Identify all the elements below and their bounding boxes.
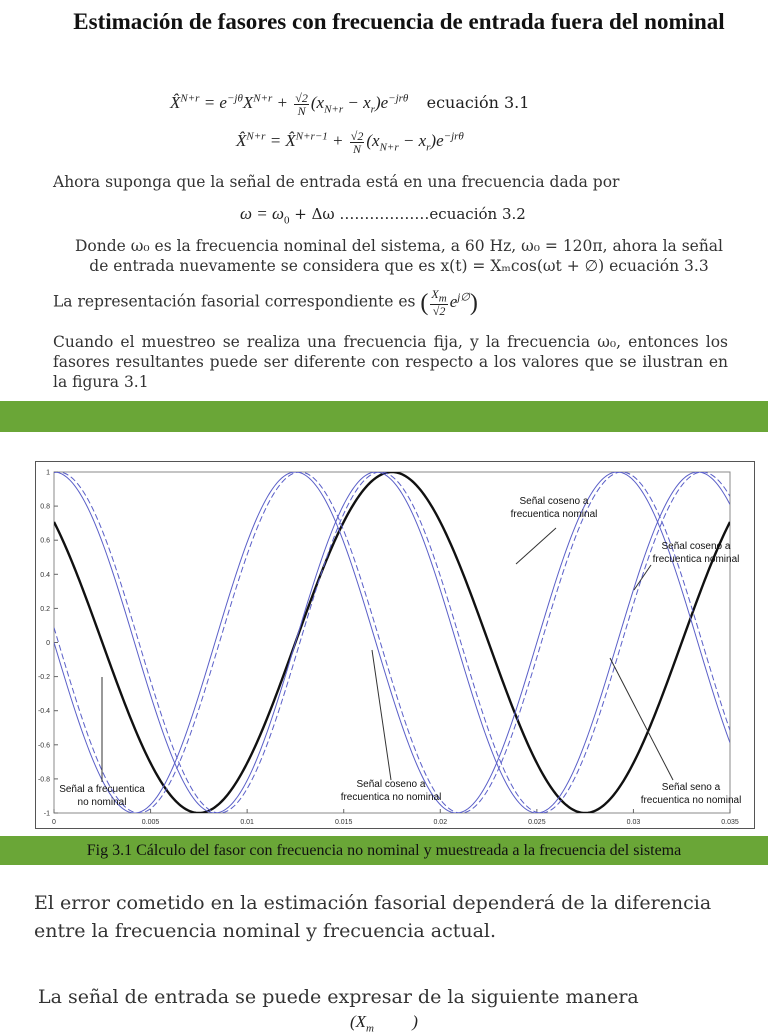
label-cos-non-nominal-a: Señal coseno a (356, 779, 426, 790)
y-tick-label: 1 (46, 469, 50, 477)
section-divider-band (0, 401, 768, 432)
paragraph-nominal-frequency (40, 236, 758, 276)
plot-axes (38, 470, 739, 827)
x-tick-label: 0.015 (334, 819, 353, 826)
equation-3-1-tag: ecuación 3.1 (426, 93, 530, 113)
figure-3-1 (35, 461, 755, 829)
paragraph-input-signal: La señal de entrada se puede expresar de la siguiente manera (38, 986, 639, 1008)
y-tick-label: -0.4 (37, 708, 50, 716)
plot-area (54, 472, 730, 813)
y-tick-label: 0.4 (40, 571, 50, 579)
series-line-5 (54, 472, 730, 813)
equation-recursive: X̂$^{N+r}$ = X̂$^{N+r-1}$ + $\frac{√2}{N}$ $(x_{N+r} - x_r)e^{-jr\theta}$ (236, 129, 464, 156)
paragraph-frequency-intro: Ahora suponga que la señal de entrada está en una frecuencia dada por (53, 173, 620, 191)
label-cos-nominal-2a: Señal coseno a (661, 541, 731, 552)
x-tick-label: 0.025 (528, 819, 546, 826)
page-title: Estimación de fasores con frecuencia de entrada fuera del nominal (73, 9, 725, 34)
x-tick-label: 0.005 (141, 819, 160, 826)
arrow-sin-non-nominal (610, 658, 673, 780)
paragraph-phasor-representation: La representación fasorial correspondiente es ( $\frac{X_m}{√2}$ $e^{j\emptyset}$) (53, 287, 478, 319)
y-tick-label: 0.6 (40, 537, 50, 545)
plot-curves (54, 472, 730, 813)
x-tick-label: 0 (52, 819, 56, 826)
partial-equation-bottom: ($X_m$ ) (350, 1012, 418, 1034)
y-tick-label: -1 (43, 810, 50, 818)
equation-3-2: $\omega = \omega_0 + \Delta\omega$ ………………ecuación 3.2 (240, 204, 526, 227)
label-non-nominal-a: Señal a frecuentica (59, 784, 145, 795)
y-tick-label: -0.2 (37, 674, 50, 682)
label-cos-non-nominal-b: frecuentica no nominal (340, 792, 442, 803)
paragraph-nominal-frequency-line1: Donde ω₀ es la frecuencia nominal del sistema, a 60 Hz, ω₀ = 120π, ahora la señal (74, 237, 724, 255)
x-tick-label: 0.03 (626, 819, 641, 826)
series-line-3 (54, 472, 730, 813)
phasor-expression: ( $\frac{X_m}{√2}$ $e^{j\emptyset}$) (420, 287, 478, 319)
equation-3-1: X̂$^{N+r}$ = $e^{-j\theta}X^{N+r}$ + $\frac{√2}{N}$ $(x_{N+r} - x_r)e^{-jr\theta}$ ecuación 3.1 (170, 91, 530, 118)
paragraph-nominal-frequency-line2: de entrada nuevamente se considera que es x(t) = Xₘcos(ωt + ∅) ecuación 3.3 (89, 257, 709, 275)
label-sin-non-nominal-b: frecuentica no nominal (640, 795, 742, 806)
paragraph-sampling: Cuando el muestreo se realiza una frecuencia fija, y la frecuencia ω₀, entonces los fasores resultantes puede ser diferente con respecto a los valores que se ilustran en la figura 3.1 (53, 333, 728, 391)
x-tick-label: 0.01 (240, 819, 254, 826)
series-line-2 (54, 472, 730, 813)
paragraph-estimation-error: El error cometido en la estimación fasorial dependerá de la diferencia entre la frecuencia nominal y frecuencia actual. (34, 892, 712, 942)
series-line-1 (54, 472, 730, 813)
x-tick-label: 0.035 (721, 819, 739, 826)
figure-caption: Fig 3.1 Cálculo del fasor con frecuencia no nominal y muestreada a la frecuencia del sistema (0, 836, 768, 865)
arrow-cos-nominal-2 (634, 565, 651, 590)
annotation-arrows (102, 528, 673, 782)
label-cos-nominal-1b: frecuentica nominal (510, 509, 598, 520)
label-sin-non-nominal-a: Señal seno a (661, 782, 721, 793)
y-tick-label: 0.2 (40, 605, 50, 613)
label-non-nominal-b: no nominal (77, 797, 127, 808)
y-tick-label: -0.8 (37, 776, 50, 784)
annotation-labels (59, 496, 741, 808)
series-line-4 (54, 472, 730, 813)
y-tick-label: 0 (46, 640, 50, 647)
y-tick-label: -0.6 (37, 742, 50, 750)
label-cos-nominal-2b: frecuentica nominal (652, 554, 740, 565)
x-tick-label: 0.02 (433, 819, 448, 826)
arrow-cos-nominal-1 (516, 528, 556, 564)
y-tick-label: 0.8 (40, 503, 50, 511)
label-cos-nominal-1a: Señal coseno a (519, 496, 589, 507)
phasor-plot (36, 462, 754, 828)
